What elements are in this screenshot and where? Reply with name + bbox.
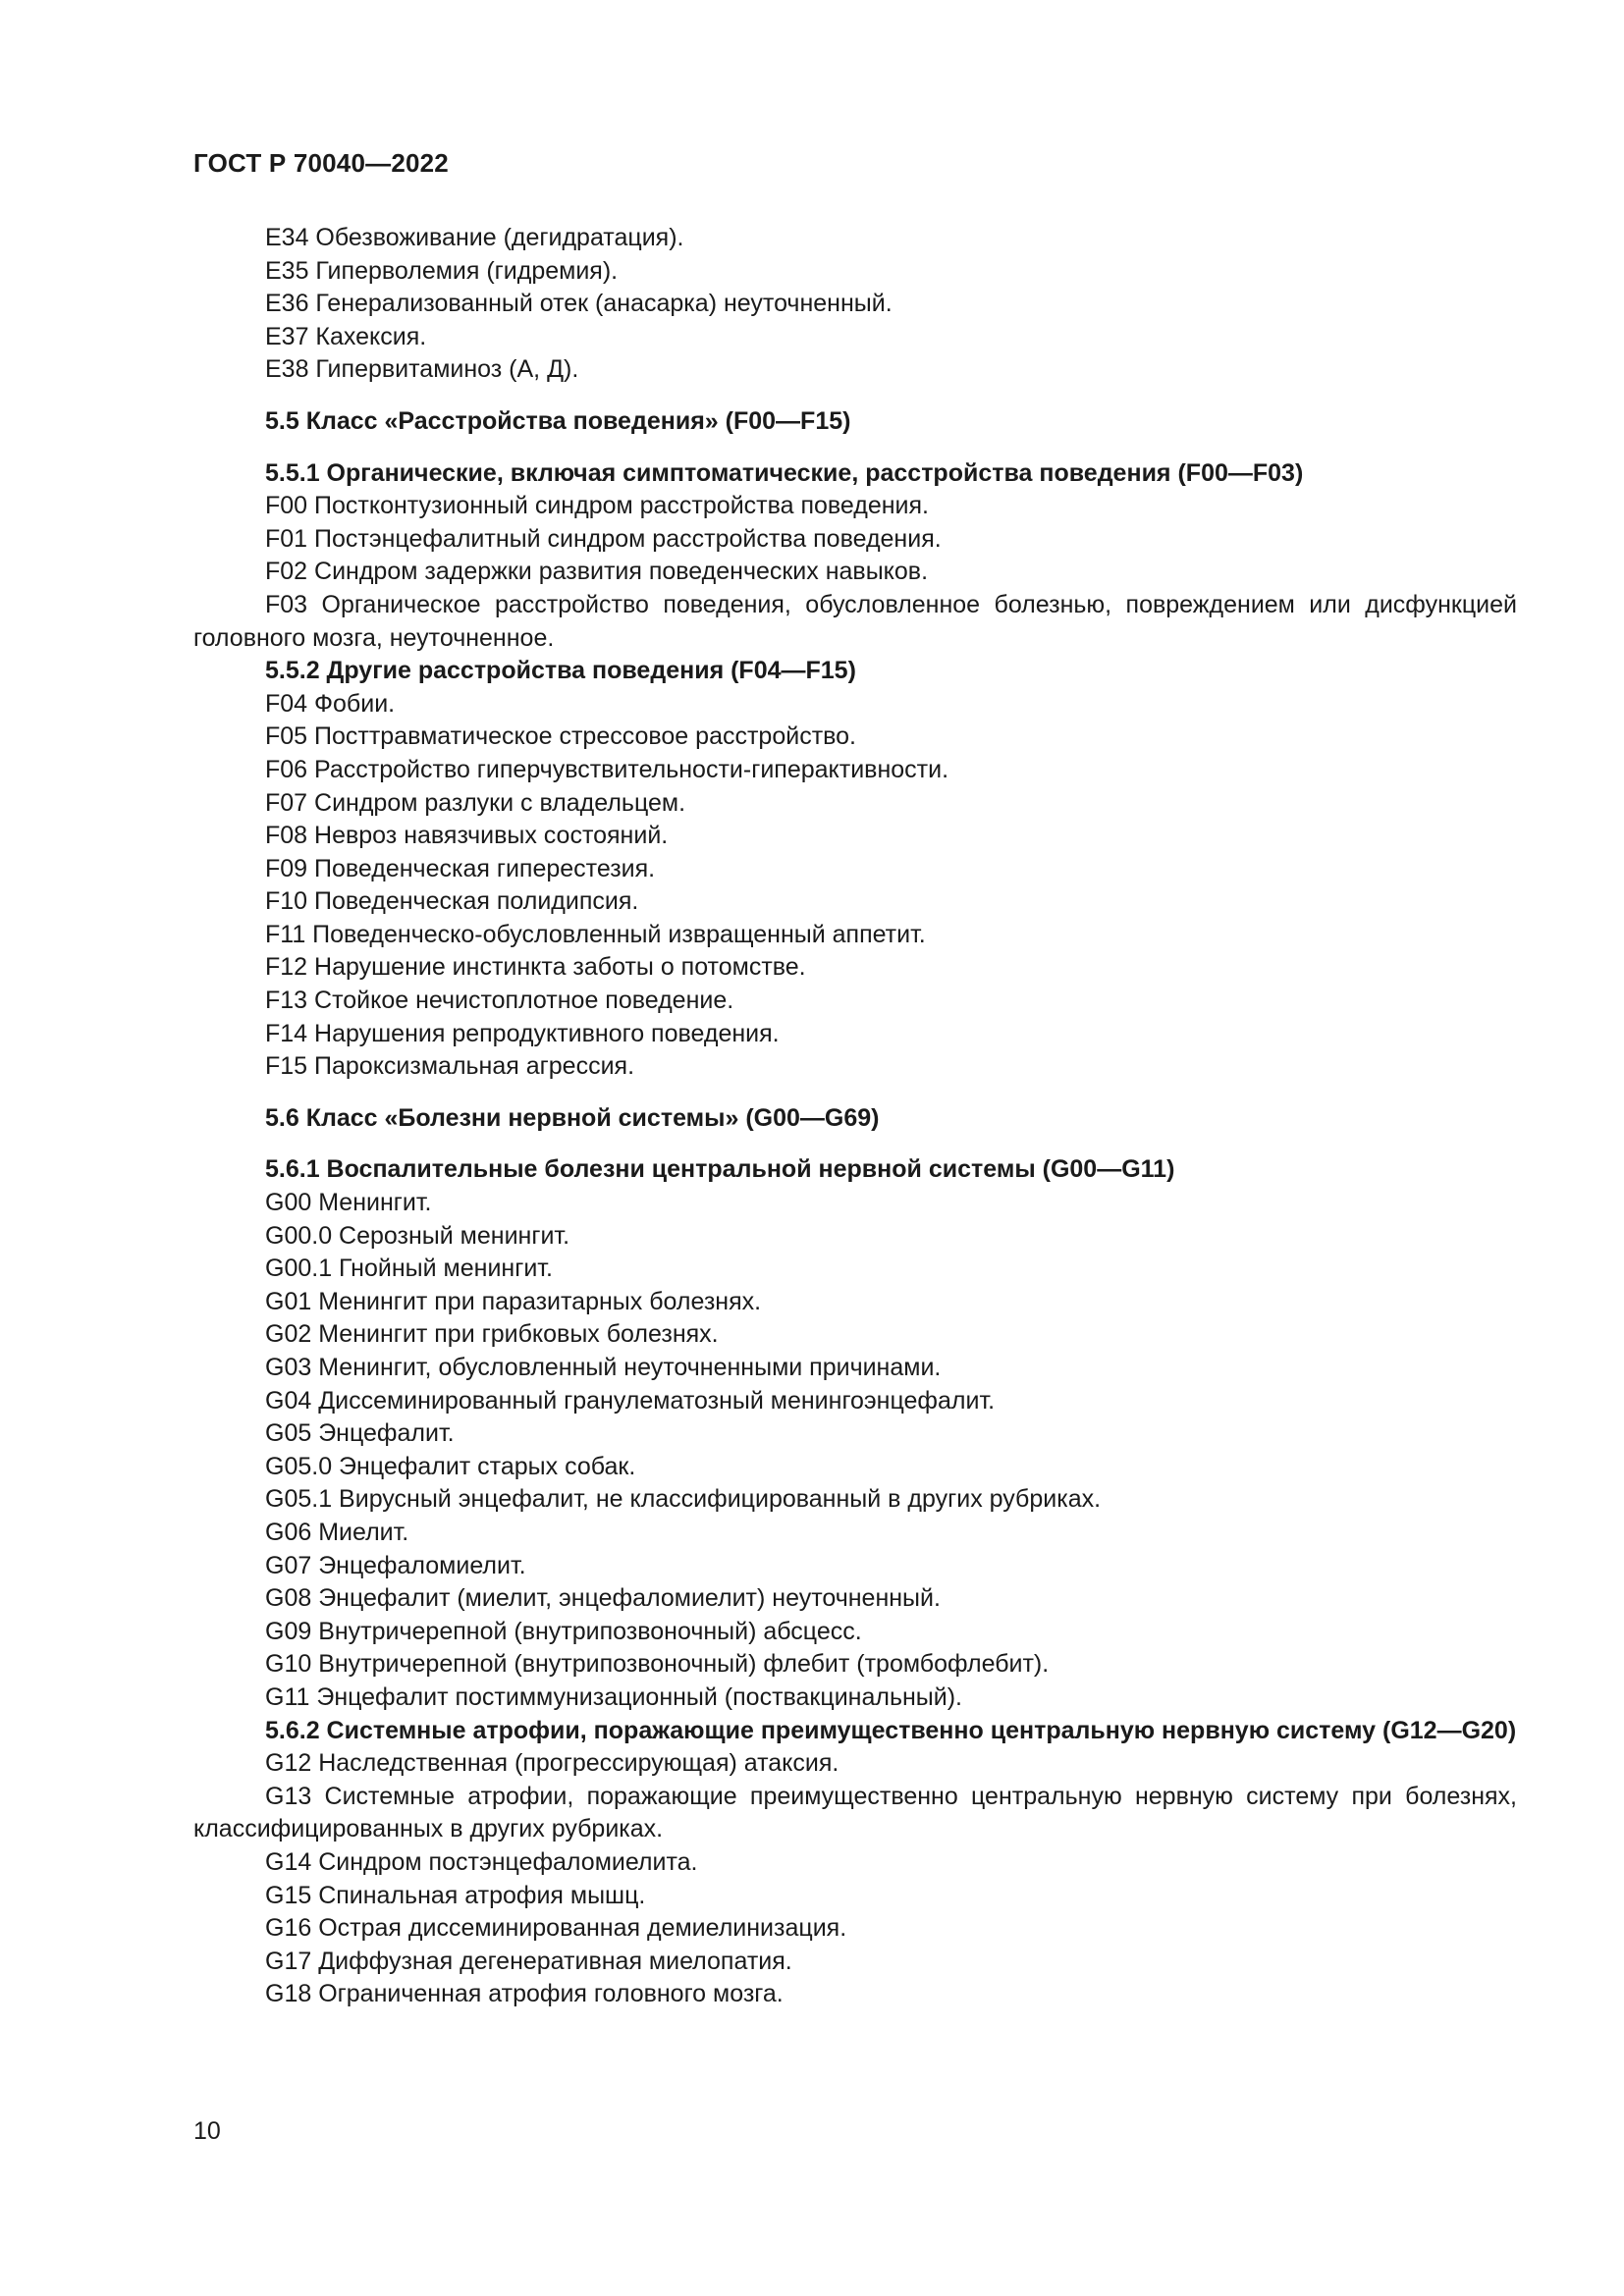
list-item: E34 Обезвоживание (дегидратация). [265, 224, 684, 251]
list-item: F00 Постконтузионный синдром расстройства поведения. [265, 492, 930, 520]
list-item: F07 Синдром разлуки с владельцем. [265, 788, 686, 817]
list-item: G05 Энцефалит. [265, 1419, 455, 1448]
list-item: G15 Спинальная атрофия мышц. [265, 1881, 646, 1909]
document-body [193, 222, 1517, 2011]
list-item: G12 Наследственная (прогрессирующая) атаксия. [265, 1749, 839, 1778]
paragraph: G13 Системные атрофии, поражающие преимущественно центральную нервную систему при болезнях, классифицированных в других рубриках. [193, 1782, 1517, 1843]
list-item: G00.0 Серозный менингит. [265, 1221, 570, 1250]
list-item: G01 Менингит при паразитарных болезнях. [265, 1287, 762, 1315]
list-item: G00 Менингит. [265, 1189, 432, 1217]
list-item: F13 Стойкое нечистоплотное поведение. [265, 987, 734, 1015]
list-item: E36 Генерализованный отек (анасарка) неуточненный. [265, 290, 893, 318]
section-heading: 5.5 Класс «Расстройства поведения» (F00—F15) [265, 406, 851, 435]
section-heading: 5.6 Класс «Болезни нервной системы» (G00—G69) [265, 1103, 880, 1132]
list-item: G09 Внутричерепной (внутрипозвоночный) абсцесс. [265, 1617, 862, 1645]
list-item: F06 Расстройство гиперчувствительности-гиперактивности. [265, 755, 949, 783]
list-item: G05.1 Вирусный энцефалит, не классифицированный в других рубриках. [265, 1485, 1102, 1514]
list-item: G00.1 Гнойный менингит. [265, 1255, 553, 1283]
list-item: G14 Синдром постэнцефаломиелита. [265, 1847, 698, 1876]
list-item: G03 Менингит, обусловленный неуточненными причинами. [265, 1354, 942, 1381]
list-item: F02 Синдром задержки развития поведенческих навыков. [265, 558, 929, 586]
list-item: E35 Гиперволемия (гидремия). [265, 256, 619, 285]
list-item: E37 Кахексия. [265, 322, 427, 350]
list-item: G04 Диссеминированный гранулематозный менингоэнцефалит. [265, 1386, 996, 1415]
list-item: F04 Фобии. [265, 689, 396, 718]
list-item: G11 Энцефалит постиммунизационный (поствакцинальный). [265, 1682, 962, 1711]
document-header: ГОСТ Р 70040—2022 [193, 148, 449, 178]
list-item: F12 Нарушение инстинкта заботы о потомстве. [265, 953, 806, 982]
page-number: 10 [193, 2117, 221, 2145]
list-item: G18 Ограниченная атрофия головного мозга. [265, 1980, 784, 2008]
list-item: G16 Острая диссеминированная демиелинизация. [265, 1914, 847, 1943]
list-item: F10 Поведенческая полидипсия. [265, 887, 639, 916]
list-item: F09 Поведенческая гиперестезия. [265, 854, 656, 882]
list-item: G06 Миелит. [265, 1518, 409, 1546]
subsection-heading: 5.5.1 Органические, включая симптоматические, расстройства поведения (F00—F03) [265, 458, 1304, 487]
list-item: G02 Менингит при грибковых болезнях. [265, 1320, 719, 1349]
list-item: F14 Нарушения репродуктивного поведения. [265, 1019, 780, 1047]
list-item: G10 Внутричерепной (внутрипозвоночный) флебит (тромбофлебит). [265, 1650, 1050, 1679]
list-item: G08 Энцефалит (миелит, энцефаломиелит) неуточненный. [265, 1584, 941, 1613]
subsection-heading: 5.6.1 Воспалительные болезни центральной нервной системы (G00—G11) [265, 1155, 1175, 1184]
paragraph: F03 Органическое расстройство поведения, обусловленное болезнью, повреждением или дисфункцией головного мозга, неуточненное. [193, 590, 1517, 652]
list-item: G05.0 Энцефалит старых собак. [265, 1452, 636, 1480]
subsection-heading: 5.6.2 Системные атрофии, поражающие преимущественно центральную нервную систему (G12—G20) [265, 1716, 1517, 1744]
list-item: F08 Невроз навязчивых состояний. [265, 822, 669, 850]
list-item: G17 Диффузная дегенеративная миелопатия. [265, 1947, 792, 1975]
list-item: F01 Постэнцефалитный синдром расстройства поведения. [265, 524, 942, 553]
list-item: G07 Энцефаломиелит. [265, 1551, 526, 1579]
subsection-heading: 5.5.2 Другие расстройства поведения (F04—F15) [265, 657, 856, 685]
list-item: F05 Посттравматическое стрессовое расстройство. [265, 722, 856, 751]
list-item: E38 Гипервитаминоз (А, Д). [265, 355, 579, 384]
list-item: F15 Пароксизмальная агрессия. [265, 1052, 635, 1081]
list-item: F11 Поведенческо-обусловленный извращенный аппетит. [265, 920, 926, 948]
